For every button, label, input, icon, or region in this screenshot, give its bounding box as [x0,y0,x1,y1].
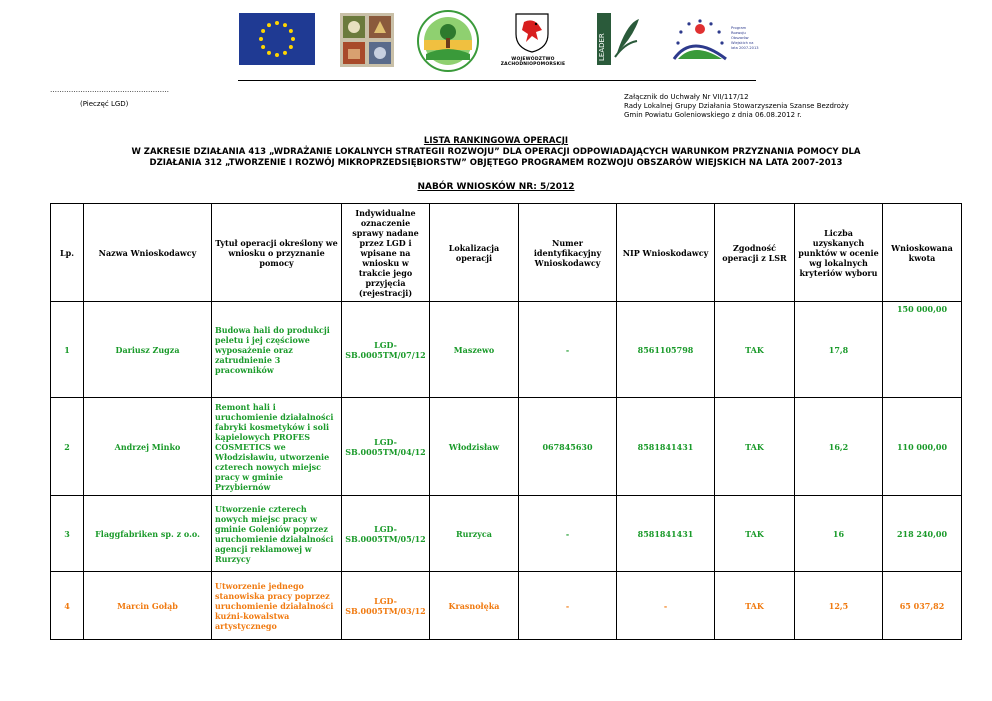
eu-star-icon [289,29,293,33]
svg-text:LEADER: LEADER [598,33,606,61]
cell-case: LGD-SB.0005TM/04/12 [342,398,430,496]
nabor-heading: NABÓR WNIOSKÓW NR: 5/2012 [417,182,575,192]
table-row [51,496,962,572]
col-header-lsr: Zgodność operacji z LSR [715,204,795,302]
eu-star-icon [283,23,287,27]
prow-logo [672,13,728,65]
cell-lsr: TAK [715,302,795,398]
prow-star-icon [718,30,721,33]
cell-points: 12,5 [795,572,883,640]
cell-case: LGD-SB.0005TM/03/12 [342,572,430,640]
cell-nip: 8581841431 [617,398,715,496]
wojewodztwo-label [488,57,578,67]
cell-name: Marcin Gołąb [84,572,212,640]
eu-star-icon [283,51,287,55]
eu-star-icon [259,37,263,41]
prow-star-icon [709,22,712,25]
cell-lsr: TAK [715,496,795,572]
cell-location: Rurzyca [430,496,519,572]
ranking-table [50,203,962,640]
stamp-dots: …………………………………………… [50,86,169,94]
annex-line-2: Rady Lokalnej Grupy Działania Stowarzyszenia Szanse Bezdroży [624,102,849,110]
cell-name: Flaggfabriken sp. z o.o. [84,496,212,572]
col-header-points: Liczba uzyskanych punktów w ocenie wg lokalnych kryteriów wyboru [795,204,883,302]
stamp-label: (Pieczęć LGD) [80,100,129,108]
cell-points: 16,2 [795,398,883,496]
eu-star-icon [267,23,271,27]
col-header-location: Lokalizacja operacji [430,204,519,302]
table-row [51,572,962,640]
prow-star-icon [687,22,690,25]
col-header-nip: NIP Wnioskodawcy [617,204,715,302]
prow-star-icon [698,19,701,22]
table-row [51,302,962,398]
cell-location: Włodzisław [430,398,519,496]
logo-bar [0,10,992,80]
cell-name: Dariusz Zugza [84,302,212,398]
wojewodztwo-line1: WOJEWÓDZTWO [511,57,555,62]
wojewodztwo-line2: ZACHODNIOPOMORSKIE [500,62,566,67]
cell-amount: 150 000,00 [883,302,962,398]
eu-star-icon [261,45,265,49]
title-main: LISTA RANKINGOWA OPERACJI [423,136,569,146]
cell-case: LGD-SB.0005TM/05/12 [342,496,430,572]
wojewodztwo-crest-logo [514,12,550,54]
col-header-name: Nazwa Wnioskodawcy [84,204,212,302]
cell-nip: - [617,572,715,640]
header-rule [238,80,756,81]
eu-star-icon [291,37,295,41]
cell-amount: 65 037,82 [883,572,962,640]
cell-lp: 3 [51,496,84,572]
eu-star-icon [261,29,265,33]
prow-star-icon [720,41,723,44]
eu-star-icon [289,45,293,49]
annex-line-1: Załącznik do Uchwały Nr VII/117/12 [624,93,749,101]
eu-star-icon [275,53,279,57]
cell-points: 16 [795,496,883,572]
cell-amount: 218 240,00 [883,496,962,572]
cell-lp: 2 [51,398,84,496]
cell-title: Budowa hali do produkcji peletu i jej częściowe wyposażenie oraz zatrudnienie 3 pracowników [212,302,342,398]
col-header-case: Indywidualne oznaczenie sprawy nadane przez LGD i wpisane na wniosku w trakcie jego przyjęcia (rejestracji) [342,204,430,302]
prow-star-icon [679,30,682,33]
annex-note [624,93,849,120]
cell-location: Krasnołęka [430,572,519,640]
eu-flag-logo [239,13,315,65]
cell-nip: 8581841431 [617,496,715,572]
col-header-lp: Lp. [51,204,84,302]
cell-lp: 4 [51,572,84,640]
document-title [40,136,952,169]
eu-star-icon [267,51,271,55]
cell-location: Maszewo [430,302,519,398]
cell-title: Remont hali i uruchomienie działalności fabryki kosmetyków i soli kąpielowych PROFES COSMETICS we Włodzisławiu, utworzenie czterech nowych miejsc pracy w gminie Przybiernów [212,398,342,496]
col-header-id: Numer identyfikacyjny Wnioskodawcy [519,204,617,302]
cell-case: LGD-SB.0005TM/07/12 [342,302,430,398]
cell-id: 067845630 [519,398,617,496]
prow-star-icon [676,41,679,44]
cell-lp: 1 [51,302,84,398]
leader-logo [597,13,643,65]
lgd-logo [340,13,394,67]
col-header-amount: Wnioskowana kwota [883,204,962,302]
table-row [51,398,962,496]
cell-id: - [519,496,617,572]
table-header-row [51,204,962,302]
cell-nip: 8561105798 [617,302,715,398]
leader-circle-logo [414,10,482,72]
cell-id: - [519,572,617,640]
cell-lsr: TAK [715,572,795,640]
cell-lsr: TAK [715,398,795,496]
cell-title: Utworzenie czterech nowych miejsc pracy w gminie Goleniów poprzez uruchomienie działalności agencji reklamowej w Rurzycy [212,496,342,572]
col-header-title: Tytuł operacji określony we wniosku o przyznanie pomocy [212,204,342,302]
cell-title: Utworzenie jednego stanowiska pracy poprzez uruchomienie działalności kuźni-kowalstwa artystycznego [212,572,342,640]
eu-star-icon [275,21,279,25]
cell-id: - [519,302,617,398]
cell-points: 17,8 [795,302,883,398]
cell-amount: 110 000,00 [883,398,962,496]
title-line-2: W ZAKRESIE DZIAŁANIA 413 „WDRAŻANIE LOKALNYCH STRATEGII ROZWOJU” DLA OPERACJI ODPOWIADAJĄCYCH WARUNKOM PRZYZNANIA POMOCY DLA [131,147,861,157]
cell-name: Andrzej Minko [84,398,212,496]
annex-line-3: Gmin Powiatu Goleniowskiego z dnia 06.08.2012 r. [624,111,802,119]
title-line-3: DZIAŁANIA 312 „TWORZENIE I ROZWÓJ MIKROPRZEDSIĘBIORSTW” OBJĘTEGO PROGRAMEM ROZWOJU OBSZARÓW WIEJSKICH NA LATA 2007-2013 [149,158,843,168]
prow-text: Program Rozwoju Obszarów Wiejskich na lata 2007-2013 [731,26,759,50]
